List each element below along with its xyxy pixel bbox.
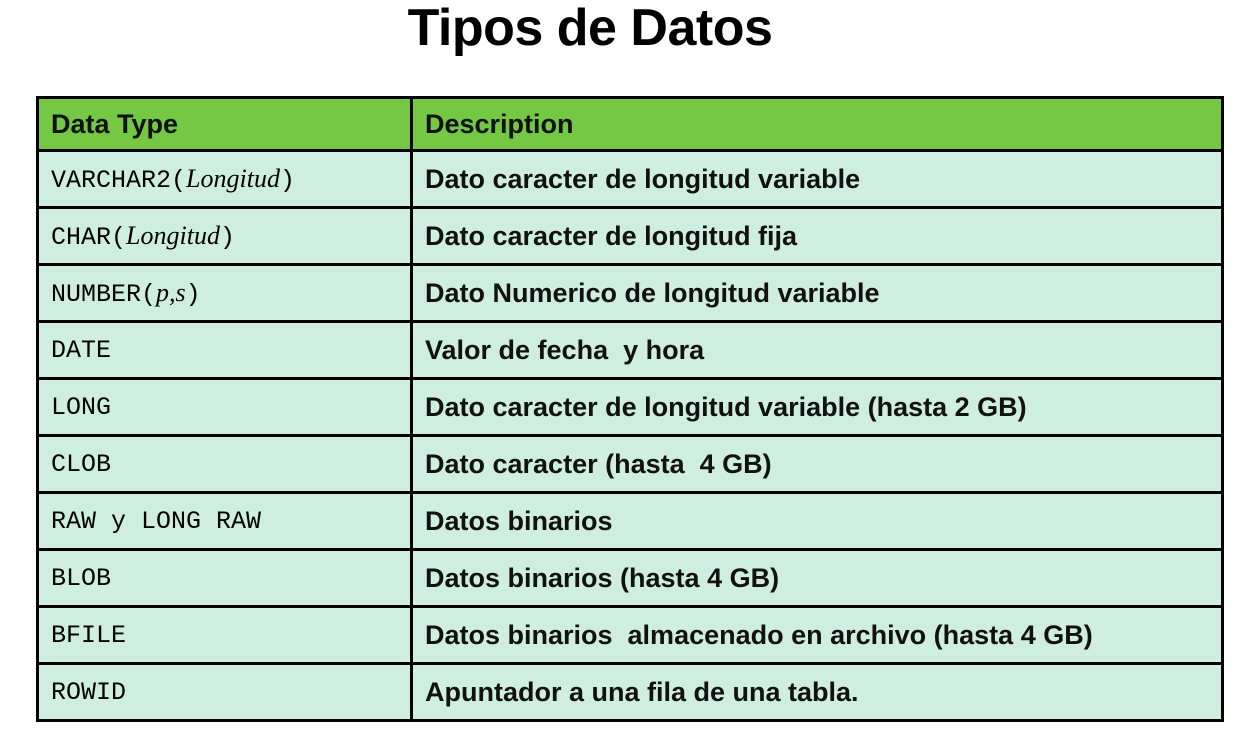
table-row — [38, 151, 1223, 208]
data-type-cell — [38, 607, 412, 664]
data-type-name: BLOB — [51, 563, 112, 593]
data-type-cell — [38, 436, 412, 493]
data-type-parameter: Longitud — [186, 163, 280, 193]
description-cell: Apuntador a una fila de una tabla. — [412, 664, 1223, 721]
paren-close: ) — [219, 222, 235, 252]
data-type-name: LONG — [51, 392, 112, 422]
data-type-cell — [38, 322, 412, 379]
description-cell: Dato caracter de longitud variable — [412, 151, 1223, 208]
description-cell: Datos binarios almacenado en archivo (hasta 4 GB) — [412, 607, 1223, 664]
description-cell: Dato Numerico de longitud variable — [412, 265, 1223, 322]
description-cell: Datos binarios (hasta 4 GB) — [412, 550, 1223, 607]
table-header-row — [38, 98, 1223, 151]
data-type-cell — [38, 151, 412, 208]
data-type-cell — [38, 550, 412, 607]
table-row — [38, 265, 1223, 322]
paren-close: ) — [185, 279, 201, 309]
table-row — [38, 550, 1223, 607]
page-title: Tipos de Datos — [407, 0, 773, 57]
paren-open: ( — [111, 222, 127, 252]
data-type-name: DATE — [51, 335, 112, 365]
table-row — [38, 493, 1223, 550]
paren-open: ( — [141, 279, 157, 309]
description-cell: Dato caracter de longitud variable (hasta 2 GB) — [412, 379, 1223, 436]
paren-close: ) — [279, 165, 295, 195]
description-cell: Valor de fecha y hora — [412, 322, 1223, 379]
data-type-name: NUMBER — [51, 279, 142, 309]
data-type-parameter: Longitud — [126, 220, 220, 250]
table-row — [38, 436, 1223, 493]
data-type-cell — [38, 208, 412, 265]
paren-open: ( — [171, 165, 187, 195]
data-type-name: BFILE — [51, 620, 127, 650]
data-type-cell — [38, 664, 412, 721]
data-types-table — [36, 96, 1224, 722]
table-row — [38, 664, 1223, 721]
data-type-cell — [38, 265, 412, 322]
data-type-name: RAW y LONG RAW — [51, 506, 262, 536]
data-type-parameter: p,s — [156, 277, 186, 307]
description-cell: Dato caracter (hasta 4 GB) — [412, 436, 1223, 493]
data-type-cell — [38, 493, 412, 550]
data-type-name: ROWID — [51, 677, 127, 707]
table-row — [38, 379, 1223, 436]
data-type-name: CHAR — [51, 222, 112, 252]
description-cell: Datos binarios — [412, 493, 1223, 550]
header-data-type: Data Type — [38, 98, 412, 151]
data-type-name: VARCHAR2 — [51, 165, 172, 195]
table-row — [38, 607, 1223, 664]
description-cell: Dato caracter de longitud fija — [412, 208, 1223, 265]
table-row — [38, 322, 1223, 379]
data-type-cell — [38, 379, 412, 436]
header-description: Description — [412, 98, 1223, 151]
data-type-name: CLOB — [51, 449, 112, 479]
table-row — [38, 208, 1223, 265]
